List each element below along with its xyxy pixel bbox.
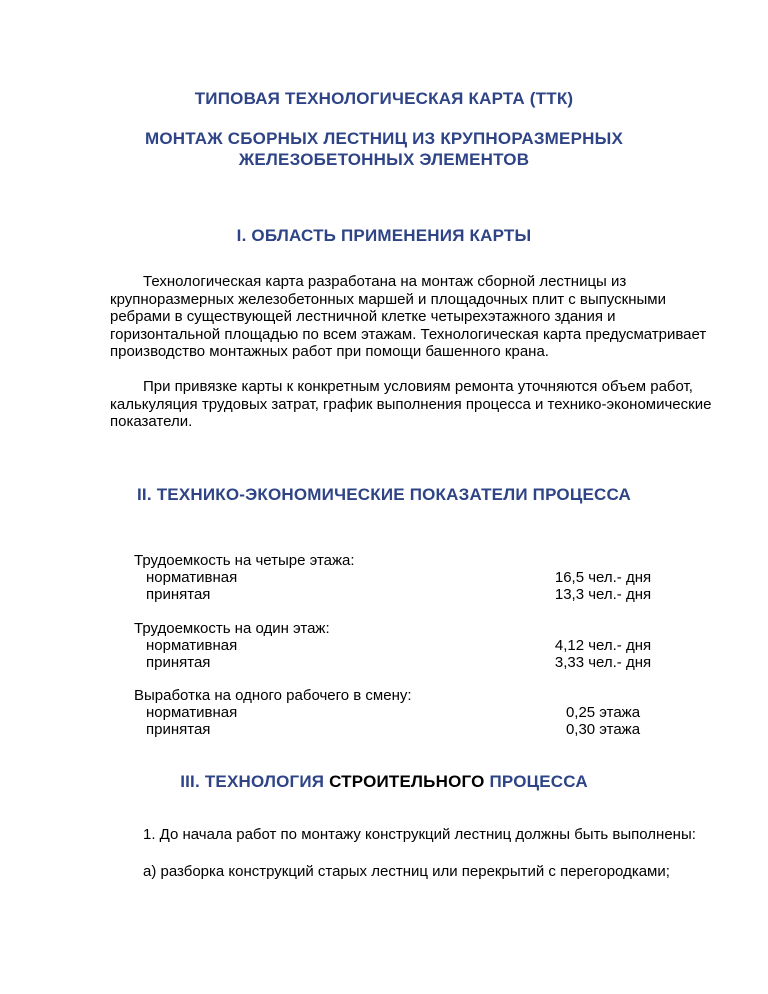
group-label-output: Выработка на одного рабочего в смену: — [134, 687, 412, 704]
row-name: нормативная — [146, 637, 238, 654]
section-3-heading — [0, 772, 768, 792]
row-value: 13,3 чел.- дня — [554, 586, 652, 603]
group-label-four-floors: Трудоемкость на четыре этажа: — [134, 552, 355, 569]
row-value: 3,33 чел.- дня — [554, 654, 652, 671]
row-name: принятая — [146, 721, 211, 738]
list-item-a: а) разборка конструкций старых лестниц или перекрытий с перегородками; — [143, 863, 670, 880]
row-value: 4,12 чел.- дня — [554, 637, 652, 654]
document-subtitle-line1: МОНТАЖ СБОРНЫХ ЛЕСТНИЦ ИЗ КРУПНОРАЗМЕРНЫХ — [145, 129, 623, 148]
section-1-heading: I. ОБЛАСТЬ ПРИМЕНЕНИЯ КАРТЫ — [236, 226, 532, 245]
section-1-paragraph-2: При привязке карты к конкретным условиям ремонта уточняются объем работ, калькуляция трудовых затрат, график выполнения процесса и технико-экономические показатели. — [110, 378, 712, 430]
row-name: принятая — [146, 654, 211, 671]
row-value: 0,25 этажа — [565, 704, 641, 721]
group-label-one-floor: Трудоемкость на один этаж: — [134, 620, 330, 637]
section-3-heading-part2: СТРОИТЕЛЬНОГО — [329, 772, 485, 791]
row-name: нормативная — [146, 569, 238, 586]
row-name: нормативная — [146, 704, 238, 721]
document-subtitle-line2: ЖЕЛЕЗОБЕТОННЫХ ЭЛЕМЕНТОВ — [238, 150, 530, 169]
list-item-1: 1. До начала работ по монтажу конструкций лестниц должны быть выполнены: — [143, 826, 696, 843]
section-3-heading-part3: ПРОЦЕССА — [489, 772, 588, 791]
row-value: 0,30 этажа — [565, 721, 641, 738]
section-1-paragraph-1: Технологическая карта разработана на монтаж сборной лестницы из крупноразмерных железобетонных маршей и площадочных плит с выпускными ребрами в существующей лестничной клетке четырехэтажного здания и горизонтальной площадью по всем этажам. Технологическая карта предусматривает производство монтажных работ при помощи башенного крана. — [110, 273, 707, 360]
section-2-heading: II. ТЕХНИКО-ЭКОНОМИЧЕСКИЕ ПОКАЗАТЕЛИ ПРОЦЕССА — [137, 485, 631, 504]
section-3-heading-part1: III. ТЕХНОЛОГИЯ — [180, 772, 325, 791]
document-title: ТИПОВАЯ ТЕХНОЛОГИЧЕСКАЯ КАРТА (ТТК) — [194, 89, 574, 108]
row-value: 16,5 чел.- дня — [554, 569, 652, 586]
row-name: принятая — [146, 586, 211, 603]
